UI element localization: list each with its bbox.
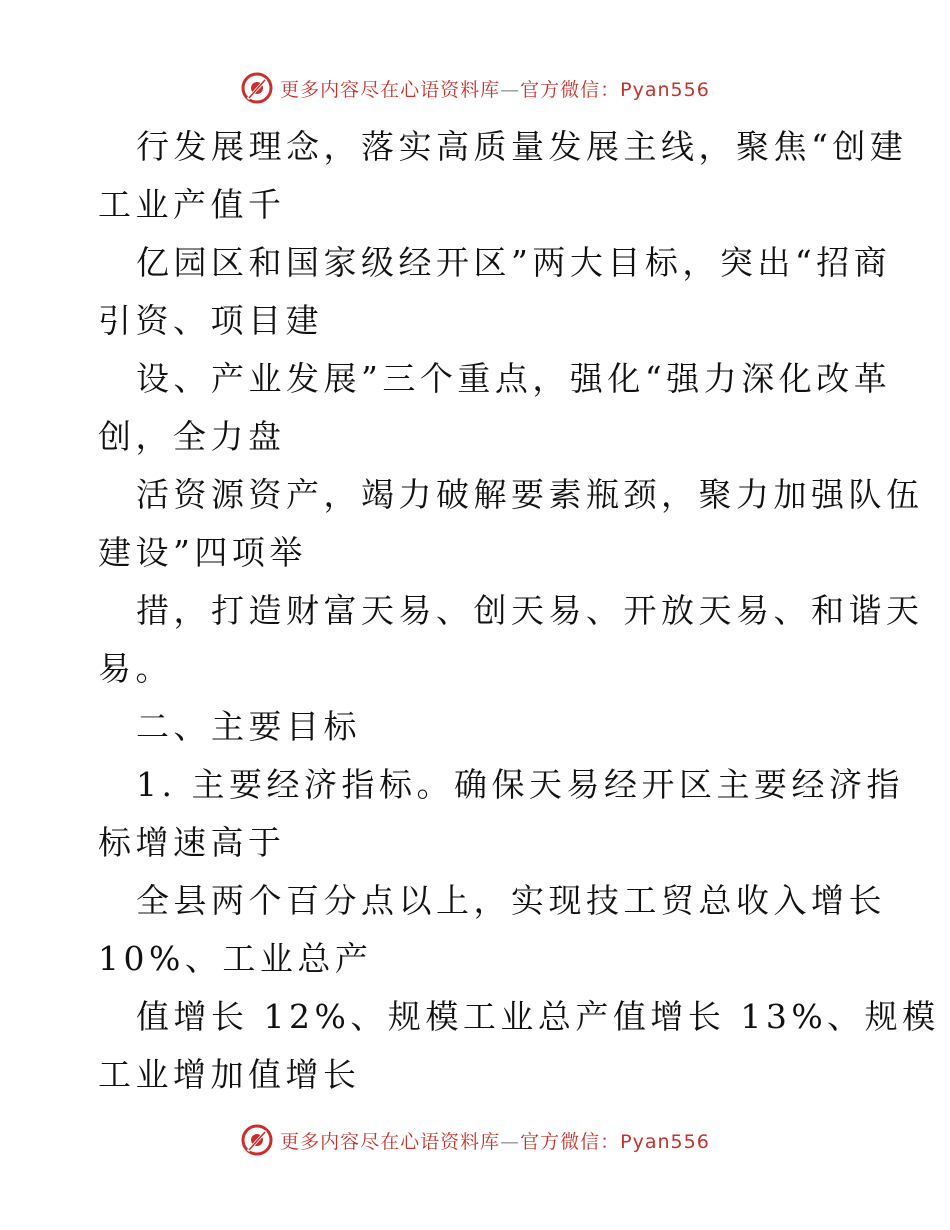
text-line: 亿园区和国家级经开区”两大目标，突出“招商 [136, 243, 892, 282]
text-line: 标增速高于 [98, 823, 286, 862]
text-line: 易。 [98, 649, 173, 688]
text-line: 活资源资产，竭力破解要素瓶颈，聚力加强队伍 [136, 475, 924, 514]
text-line: 1. 主要经济指标。确保天易经开区主要经济指 [136, 765, 904, 804]
header-banner-text: 更多内容尽在心语资料库—官方微信：Pyan556 [280, 78, 710, 101]
footer-banner-text: 更多内容尽在心语资料库—官方微信：Pyan556 [280, 1130, 710, 1153]
pen-logo-icon [240, 71, 274, 105]
text-line: 工业增加值增长 [98, 1055, 361, 1094]
text-line: 行发展理念，落实高质量发展主线，聚焦“创建 [136, 127, 908, 166]
pen-logo-icon [240, 1123, 274, 1157]
text-line: 工业产值千 [98, 185, 286, 224]
text-line: 措，打造财富天易、创天易、开放天易、和谐天 [136, 591, 924, 630]
text-line: 创，全力盘 [98, 417, 286, 456]
text-line: 全县两个百分点以上，实现技工贸总收入增长 [136, 881, 886, 920]
footer-banner [0, 1120, 950, 1160]
section-heading: 二、主要目标 [136, 707, 361, 746]
text-line: 值增长 12%、规模工业总产值增长 13%、规模 [136, 997, 940, 1036]
document-body [98, 118, 940, 1104]
header-banner [0, 68, 950, 108]
text-line: 设、产业发展”三个重点，强化“强力深化改革 [136, 359, 892, 398]
text-line: 引资、项目建 [98, 301, 323, 340]
text-line: 10%、工业总产 [98, 939, 373, 978]
text-line: 建设”四项举 [98, 533, 307, 572]
